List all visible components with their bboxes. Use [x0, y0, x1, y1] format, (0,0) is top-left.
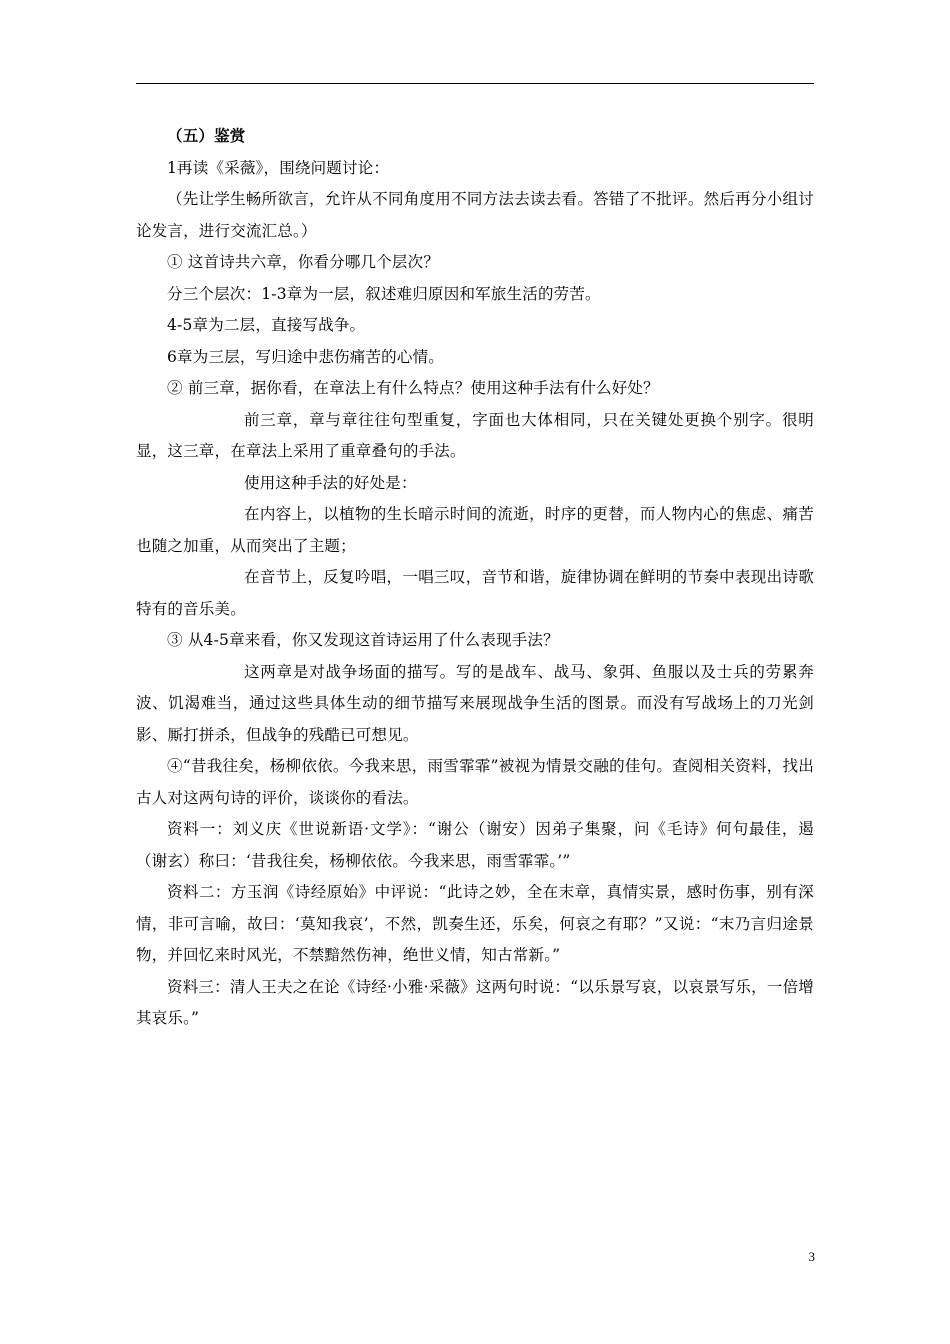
question-4: ④“昔我往矣，杨柳依依。今我来思，雨雪霏霏”被视为情景交融的佳句。查阅相关资料，找出古人对这两句诗的评价，谈谈你的看法。	[136, 757, 814, 807]
paragraph-teaching-note: （先让学生畅所欲言，允许从不同角度用不同方法去读去看。答错了不批评。然后再分小组讨论发言，进行交流汇总。）	[136, 190, 814, 240]
document-body	[136, 121, 814, 1035]
question-2: ② 前三章，据你看，在章法上有什么特点？使用这种手法有什么好处？	[167, 379, 659, 397]
answer-1-layer-2: 4-5章为二层，直接写战争。	[167, 316, 366, 334]
page-number: 3	[808, 1249, 815, 1264]
answer-2-content-benefit: 在内容上，以植物的生长暗示时间的流逝，时序的更替，而人物内心的焦虑、痛苦也随之加重，从而突出了主题；	[136, 505, 814, 555]
section-heading: （五）鉴赏	[167, 127, 246, 145]
reference-1: 资料一：刘义庆《世说新语·文学》：“谢公（谢安）因弟子集聚，问《毛诗》何句最佳，遏（谢玄）称曰：‘昔我往矣，杨柳依依。今我来思，雨雪霏霏。’”	[136, 820, 814, 870]
answer-2-benefit-intro: 使用这种手法的好处是：	[244, 473, 417, 492]
header-rule	[136, 83, 814, 84]
question-1: ① 这首诗共六章，你看分哪几个层次？	[167, 253, 440, 271]
answer-2-sound-benefit: 在音节上，反复吟唱，一唱三叹，音节和谐，旋律协调在鲜明的节奏中表现出诗歌特有的音乐美。	[136, 568, 814, 618]
answer-2-structure: 前三章，章与章往往句型重复，字面也大体相同，只在关键处更换个别字。很明显，这三章，在章法上采用了重章叠句的手法。	[136, 410, 814, 460]
paragraph-reread-instruction: 1再读《采薇》，围绕问题讨论：	[167, 158, 390, 177]
reference-2: 资料二：方玉润《诗经原始》中评说：“此诗之妙，全在末章，真情实景，感时伤事，别有深情，非可言喻，故曰：‘莫知我哀’，不然，凯奏生还，乐矣，何哀之有耶？”又说：“末乃言归途景物，并回忆来时风光，不禁黯然伤神，绝世义情，知古常新。”	[136, 883, 814, 964]
answer-1-layer-1: 分三个层次：1-3章为一层，叙述难归原因和军旅生活的劳苦。	[167, 284, 601, 303]
question-3: ③ 从4-5章来看，你又发现这首诗运用了什么表现手法？	[167, 631, 559, 649]
reference-3: 资料三：清人王夫之在论《诗经·小雅·采薇》这两句时说：“以乐景写哀，以哀景写乐，一倍增其哀乐。”	[136, 977, 814, 1027]
answer-3: 这两章是对战争场面的描写。写的是战车、战马、象弭、鱼服以及士兵的劳累奔波、饥渴难当，通过这些具体生动的细节描写来展现战争生活的图景。而没有写战场上的刀光剑影、厮打拼杀，但战争的残酷已可想见。	[136, 662, 814, 744]
answer-1-layer-3: 6章为三层，写归途中悲伤痛苦的心情。	[167, 347, 444, 366]
